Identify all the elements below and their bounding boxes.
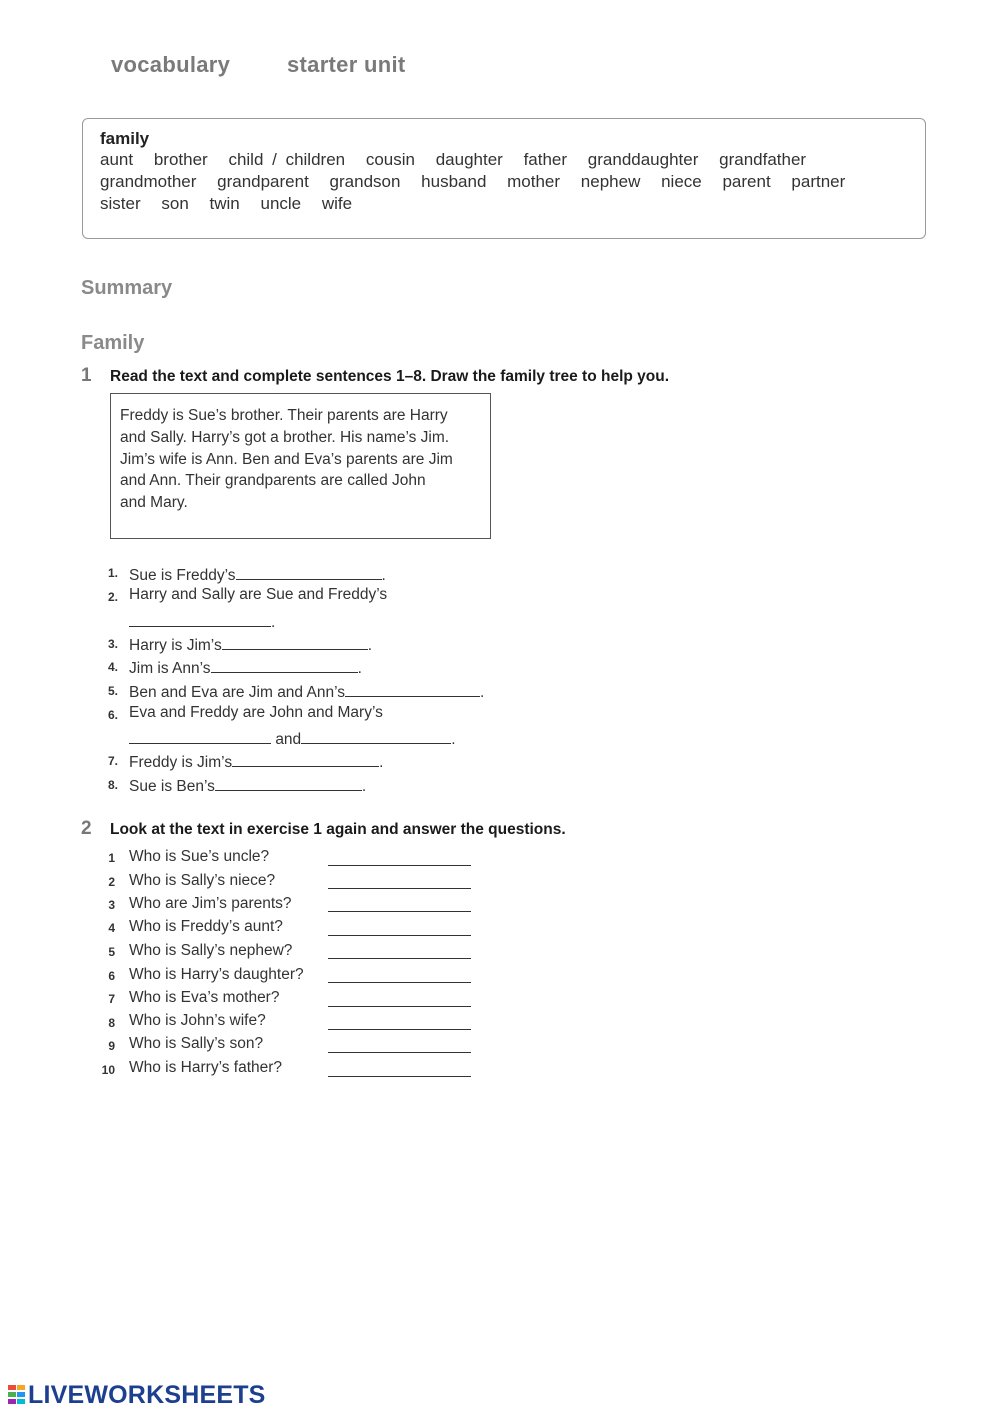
exercise-2-number: 2 [81, 818, 92, 839]
vocabulary-box-title: family [100, 129, 150, 148]
sentence-text: Ben and Eva are Jim and Ann’s [129, 684, 345, 701]
vocab-word: twin [209, 194, 240, 213]
sentence-text: Sue is Ben’s [129, 778, 215, 795]
sentence-2 [129, 586, 387, 604]
sentence-2-continuation [129, 610, 275, 632]
question-number: 2 [108, 875, 115, 889]
question-text: Who is Sally’s nephew? [129, 942, 293, 959]
sentence-number: 7. [108, 754, 119, 768]
sentence-text: Harry and Sally are Sue and Freddy’s [129, 586, 388, 603]
text-line: and Mary. [120, 494, 188, 512]
sentence-8 [129, 774, 366, 796]
question-text: Who is Harry’s father? [129, 1059, 283, 1076]
sentence-period: . [381, 567, 386, 584]
question-text: Who are Jim’s parents? [129, 895, 292, 912]
answer-blank[interactable] [129, 610, 271, 627]
exercise-1-instruction: Read the text and complete sentences 1–8. Draw the family tree to help you. [110, 368, 670, 385]
answer-blank[interactable] [222, 633, 368, 650]
liveworksheets-logo-icon [8, 1383, 26, 1407]
question-number: 5 [108, 945, 115, 959]
vocab-word: parent [722, 172, 771, 191]
vocab-word: grandmother [100, 172, 197, 191]
vocab-word: daughter [435, 150, 503, 169]
liveworksheets-logo [8, 1380, 266, 1410]
answer-line[interactable] [328, 958, 471, 959]
question-text: Who is Sally’s niece? [129, 872, 276, 889]
answer-line[interactable] [328, 865, 471, 866]
vocab-word: cousin [365, 150, 415, 169]
question-number: 7 [108, 992, 115, 1006]
vocab-word: grandson [329, 172, 401, 191]
question-text: Who is Freddy’s aunt? [129, 918, 283, 935]
vocab-word: nephew [580, 172, 641, 191]
sentence-text: Jim is Ann’s [129, 660, 211, 677]
text-line: Freddy is Sue’s brother. Their parents are Harry [120, 407, 448, 424]
vocab-word: brother [153, 150, 208, 169]
answer-line[interactable] [328, 935, 471, 936]
answer-line[interactable] [328, 1006, 471, 1007]
answer-line[interactable] [328, 1052, 471, 1053]
sentence-number: 4. [108, 660, 119, 674]
answer-blank[interactable] [236, 563, 382, 580]
sentence-text: Freddy is Jim’s [129, 754, 233, 771]
liveworksheets-logo-text: LIVEWORKSHEETS [28, 1380, 266, 1409]
answer-blank[interactable] [232, 750, 379, 767]
answer-blank[interactable] [211, 656, 358, 673]
question-number: 8 [108, 1016, 115, 1030]
sentence-number: 5. [108, 684, 119, 698]
sentence-period: . [367, 637, 373, 654]
sentence-5 [129, 680, 484, 702]
vocabulary-line-3 [100, 194, 364, 214]
sentence-text: Sue is Freddy’s [129, 567, 236, 584]
question-text: Who is John’s wife? [129, 1012, 266, 1029]
vocab-word: aunt [100, 150, 134, 169]
exercise-1-number: 1 [81, 365, 92, 386]
vocab-word: mother [507, 172, 561, 191]
answer-line[interactable] [328, 888, 471, 889]
sentence-1 [129, 563, 386, 585]
question-number: 9 [108, 1039, 115, 1053]
sentence-period: . [480, 684, 485, 701]
sentence-number: 6. [108, 708, 119, 722]
question-number: 6 [108, 969, 115, 983]
vocab-word: sister [100, 194, 141, 213]
vocab-word: granddaughter [587, 150, 699, 169]
sentence-period: . [357, 660, 362, 677]
question-number: 4 [108, 921, 115, 935]
sentence-4 [129, 656, 362, 678]
exercise-1-text-box [110, 393, 491, 539]
answer-blank[interactable] [215, 774, 362, 791]
vocab-word: child / children [228, 150, 346, 169]
answer-blank[interactable] [345, 680, 480, 697]
question-text: Who is Harry’s daughter? [129, 966, 304, 983]
question-text: Who is Eva’s mother? [129, 989, 280, 1006]
vocab-word: partner [791, 172, 846, 191]
vocabulary-line-2 [100, 172, 857, 192]
question-text: Who is Sue’s uncle? [129, 848, 270, 865]
summary-heading: Summary [81, 277, 173, 299]
question-number: 10 [101, 1063, 115, 1077]
exercise-2-instruction: Look at the text in exercise 1 again and answer the questions. [110, 821, 566, 838]
vocab-word: grandparent [217, 172, 309, 191]
sentence-text: Harry is Jim’s [129, 637, 222, 654]
text-line: and Sally. Harry’s got a brother. His name’s Jim. [120, 428, 450, 446]
vocab-word: grandfather [719, 150, 807, 169]
header-vocabulary: vocabulary [111, 52, 231, 77]
answer-line[interactable] [328, 1029, 471, 1030]
answer-blank[interactable] [129, 727, 271, 744]
sentence-period: . [271, 614, 276, 631]
vocabulary-line-1 [100, 150, 818, 170]
vocab-word: son [161, 194, 189, 213]
sentence-3 [129, 633, 372, 655]
header-starter-unit: starter unit [287, 52, 406, 77]
sentence-text: Eva and Freddy are John and Mary’s [129, 704, 383, 721]
vocab-word: niece [661, 172, 702, 191]
sentence-6 [129, 704, 383, 722]
answer-line[interactable] [328, 982, 471, 983]
vocab-word: father [523, 150, 568, 169]
question-number: 3 [108, 898, 115, 912]
family-heading: Family [81, 332, 145, 354]
question-number: 1 [108, 851, 115, 865]
answer-line[interactable] [328, 911, 471, 912]
and-word: and [275, 731, 302, 748]
sentence-number: 3. [108, 637, 119, 651]
sentence-6-continuation [129, 727, 456, 749]
sentence-period: . [361, 778, 367, 795]
vocab-word: wife [321, 194, 353, 213]
vocab-word: uncle [260, 194, 302, 213]
sentence-7 [129, 750, 383, 772]
sentence-number: 1. [108, 566, 119, 580]
text-line: and Ann. Their grandparents are called John [120, 472, 426, 490]
answer-line[interactable] [328, 1076, 471, 1077]
question-text: Who is Sally’s son? [129, 1035, 264, 1052]
sentence-number: 8. [108, 778, 119, 792]
vocab-word: husband [421, 172, 487, 191]
sentence-period: . [451, 731, 456, 748]
text-line: Jim’s wife is Ann. Ben and Eva’s parents are Jim [120, 450, 453, 468]
sentence-number: 2. [108, 590, 119, 604]
answer-blank[interactable] [301, 727, 451, 744]
sentence-period: . [379, 754, 384, 771]
